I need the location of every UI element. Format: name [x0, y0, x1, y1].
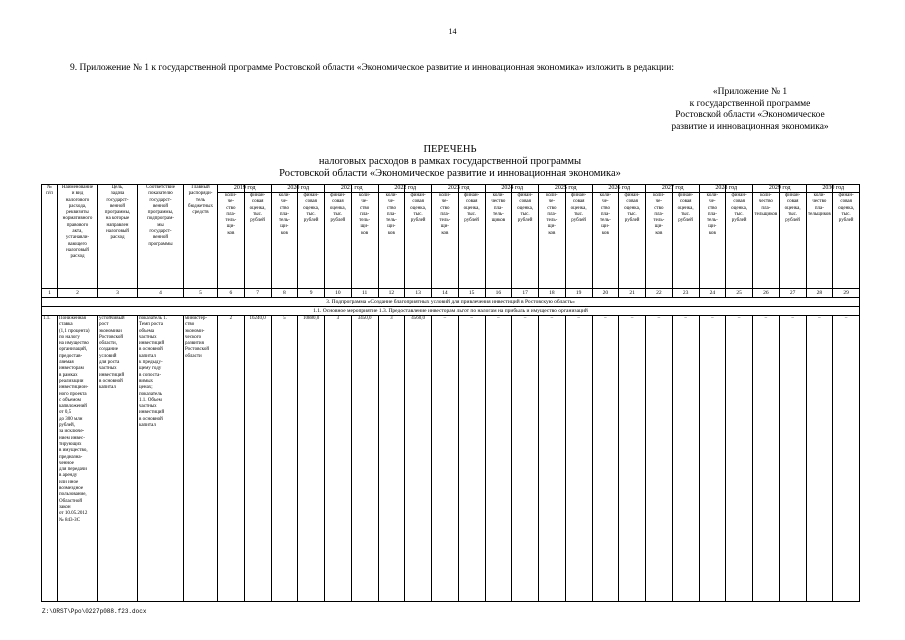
- row-value-col-7: 16240,0: [244, 316, 271, 602]
- column-number: 15: [458, 289, 485, 298]
- column-number: 13: [405, 289, 432, 298]
- column-number: 25: [726, 289, 753, 298]
- row-value-col-18: –: [539, 316, 566, 602]
- header-2025-год-sub-2: [565, 185, 592, 289]
- year-sub-label: финан- совая оценка, тыс. рублей: [731, 193, 748, 224]
- program-goal: устойчивый рост экономики Ростовской области, создание условий для роста частных инвестиций в основной капитал: [98, 316, 138, 602]
- year-label: 2021 год: [325, 185, 379, 193]
- year-sub-label: коли- че- ство пла- тель- щи- ков: [599, 193, 612, 236]
- row-value-col-6: 2: [218, 316, 245, 602]
- year-sub-label: коли- че- ство пла- тель- щи- ков: [358, 193, 371, 236]
- year-sub-label: финан- совая оценка, тыс. рублей: [784, 193, 801, 224]
- year-label: 2028 год: [700, 185, 754, 193]
- budget-manager: министер- ство экономи- ческого развития Ростовской области: [184, 316, 218, 602]
- header-2024-год-sub-2: [512, 185, 539, 289]
- appendix-line-1: «Приложение № 1: [712, 87, 788, 97]
- year-sub-label: коли- че- ство пла- тель- щи- ков: [546, 193, 558, 236]
- year-sub-label: финан- совая оценка, тыс. рублей: [838, 193, 855, 224]
- document-title: [200, 144, 700, 180]
- row-value-col-8: 5: [271, 316, 298, 602]
- year-sub-label: финан- совая оценка, тыс. рублей: [303, 193, 320, 224]
- column-number: 29: [833, 289, 860, 298]
- column-number: 5: [184, 289, 218, 298]
- column-number: 28: [806, 289, 833, 298]
- header-2026-год-sub-1: [592, 185, 631, 289]
- header-2021-год-sub-2: [351, 185, 378, 289]
- row-value-col-28: –: [806, 316, 833, 602]
- row-value-col-15: –: [458, 316, 485, 602]
- column-number: 14: [432, 289, 459, 298]
- row-number: 1.1.: [42, 316, 58, 602]
- header-fixed-1: № п/п: [42, 185, 58, 289]
- program-indicator: показатель 1. Темп роста объема частных инвестиций в основной капитал к предыду- щему году в сопоста- вимых ценах; показатель 1.1. Объем частных инвестиций в основной капитал: [138, 316, 184, 602]
- appendix-line-2: к государственной программе: [689, 98, 811, 109]
- year-sub-label: финан- совая оценка, тыс. рублей: [329, 193, 346, 224]
- row-value-col-20: –: [592, 316, 619, 602]
- column-number: 21: [619, 289, 646, 298]
- column-number: 24: [699, 289, 726, 298]
- row-value-col-9: 10880,0: [298, 316, 325, 602]
- header-2030-год-sub-2: [833, 185, 860, 289]
- row-value-col-27: –: [779, 316, 806, 602]
- year-sub-label: коли- че- ство пла- тель- щи- ков: [385, 193, 398, 236]
- file-path-footer: Z:\ORST\Ppo\0227p088.f23.docx: [42, 608, 147, 615]
- subprogram-caption: 3. Подпрограмма «Создание благоприятных условий для привлечения инвестиций в Ростовскую область»: [42, 298, 860, 307]
- row-value-col-14: –: [432, 316, 459, 602]
- year-sub-label: коли- чество пла- тельщиков: [754, 193, 778, 217]
- year-sub-label: коли- чество пла- тельщиков: [808, 193, 831, 217]
- row-value-col-23: –: [672, 316, 699, 602]
- header-2027-год-sub-1: [646, 185, 684, 289]
- header-fixed-2: Наименование и вид налогового расхода, реквизиты нормативного правового акта, устанавли- вающего налоговый расход: [58, 185, 98, 289]
- column-number: 20: [592, 289, 619, 298]
- column-number: 1: [42, 289, 58, 298]
- column-number: 19: [565, 289, 592, 298]
- year-sub-label: коли- че- ство пла- тель- щи- ков: [653, 193, 665, 236]
- year-sub-label: финан- совая оценка, тыс. рублей: [624, 193, 641, 224]
- column-number: 12: [378, 289, 405, 298]
- header-2027-год-sub-2: [672, 185, 699, 289]
- year-sub-label: финан- совая оценка, тыс. рублей: [517, 193, 534, 224]
- header-fixed-5: Главный распоряди- тель бюджетных средств: [184, 185, 218, 289]
- column-number: 26: [753, 289, 780, 298]
- header-2020-год-sub-2: [298, 185, 325, 289]
- column-number: 17: [512, 289, 539, 298]
- page-number: 14: [448, 27, 457, 36]
- header-2019-год-sub-1: [218, 185, 256, 289]
- row-value-col-22: –: [646, 316, 673, 602]
- year-sub-label: коли- че- ство пла- тель- щи- ков: [439, 193, 451, 236]
- column-number: 8: [271, 289, 298, 298]
- event-caption: 1.1. Основное мероприятие 1.3. Предоставление инвесторам льгот по налогам на прибыль и имущество организаций: [42, 307, 860, 316]
- header-fixed-3: Цель, задача государст- венной программы, на которые направлен налоговый расход: [98, 185, 138, 289]
- header-2020-год-sub-1: [271, 185, 310, 289]
- title-line-2: налоговых расходов в рамках государственной программы: [318, 156, 582, 167]
- header-2022-год-sub-1: [378, 185, 417, 289]
- appendix-line-3: Ростовской области «Экономическое: [675, 110, 825, 120]
- appendix-header: [640, 87, 860, 133]
- table-row: [42, 316, 860, 602]
- year-label: 2029 год: [753, 185, 807, 193]
- column-number: 9: [298, 289, 325, 298]
- column-number: 18: [539, 289, 566, 298]
- tax-expenditure-table: [41, 184, 859, 602]
- header-2029-год-sub-1: [753, 185, 791, 289]
- column-number: 11: [351, 289, 378, 298]
- row-value-col-29: –: [833, 316, 860, 602]
- year-sub-label: финан- совая оценка, тыс. рублей: [677, 193, 694, 224]
- row-value-col-21: –: [619, 316, 646, 602]
- year-sub-label: коли- че- ство пла- тель- щи- ков: [225, 193, 237, 236]
- year-sub-label: коли- че- ство пла- тель- щи- ков: [706, 193, 719, 236]
- column-number: 6: [218, 289, 245, 298]
- year-label: 2019 год: [218, 185, 272, 193]
- tax-expense-name: Пониженная ставка (1,1 процента) по налогу на имущество организаций, предостав- ляемая инвесторам в рамках реализации инвестицион- ного проекта с объемом капвложений от 0,5 до 300 млн рублей, за исключе- нием инвес- тирующих в имущество, предназна- ченное для передачи в аренду или иное возмездное пользование, Областной закон от 10.05.2012 № 843-ЗС: [58, 316, 98, 602]
- row-value-col-16: –: [485, 316, 512, 602]
- header-2023-год-sub-2: [458, 185, 485, 289]
- title-line-1: ПЕРЕЧЕНЬ: [423, 144, 477, 155]
- header-2028-год-sub-1: [699, 185, 738, 289]
- intro-text: 9. Приложение № 1 к государственной программе Ростовской области «Экономическое развитие и инновационная экономика» изложить в редакции:: [70, 63, 674, 73]
- title-line-3: Ростовской области «Экономическое развитие и инновационная экономика»: [279, 168, 621, 179]
- header-fixed-4: Соответствие показателю государст- венной программы, подпрограм- мы государст- венной программы: [138, 185, 184, 289]
- header-2029-год-sub-2: [779, 185, 806, 289]
- column-number: 16: [485, 289, 512, 298]
- year-label: 2026 год: [593, 185, 647, 193]
- column-number: 2: [58, 289, 98, 298]
- row-value-col-17: –: [512, 316, 539, 602]
- column-number: 22: [646, 289, 673, 298]
- row-value-col-24: –: [699, 316, 726, 602]
- header-2028-год-sub-2: [726, 185, 753, 289]
- row-value-col-13: 4560,0: [405, 316, 432, 602]
- year-label: 2025 год: [539, 185, 593, 193]
- header-2022-год-sub-2: [405, 185, 432, 289]
- year-label: 2024 год: [486, 185, 540, 193]
- year-label: 2020 год: [272, 185, 326, 193]
- column-number: 10: [325, 289, 352, 298]
- row-value-col-11: 3450,0: [351, 316, 378, 602]
- year-sub-label: коли- чество пла- тель- щиков: [491, 193, 506, 224]
- header-2021-год-sub-1: [325, 185, 363, 289]
- column-number: 7: [244, 289, 271, 298]
- row-value-col-25: –: [726, 316, 753, 602]
- row-value-col-19: –: [565, 316, 592, 602]
- header-2030-год-sub-1: [806, 185, 845, 289]
- year-sub-label: финан- совая оценка, тыс. рублей: [410, 193, 427, 224]
- year-label: 2030 год: [807, 185, 861, 193]
- column-number: 4: [138, 289, 184, 298]
- year-sub-label: финан- совая оценка, тыс. рублей: [249, 193, 266, 224]
- year-sub-label: коли- че- ство пла- тель- щи- ков: [278, 193, 291, 236]
- year-label: 2023 год: [432, 185, 486, 193]
- column-number: 27: [779, 289, 806, 298]
- row-value-col-10: 3: [325, 316, 352, 602]
- column-number: 23: [672, 289, 699, 298]
- row-value-col-26: –: [753, 316, 780, 602]
- header-2023-год-sub-1: [432, 185, 470, 289]
- row-value-col-12: 3: [378, 316, 405, 602]
- header-2024-год-sub-1: [485, 185, 524, 289]
- header-2025-год-sub-1: [539, 185, 577, 289]
- header-2019-год-sub-2: [244, 185, 271, 289]
- column-number: 3: [98, 289, 138, 298]
- year-label: 2027 год: [646, 185, 700, 193]
- year-sub-label: финан- совая оценка, тыс. рублей: [463, 193, 480, 224]
- appendix-line-4: развитие и инновационная экономика»: [671, 121, 829, 132]
- header-2026-год-sub-2: [619, 185, 646, 289]
- year-sub-label: финан- совая оценка, тыс. рублей: [570, 193, 587, 224]
- year-label: 2022 год: [379, 185, 433, 193]
